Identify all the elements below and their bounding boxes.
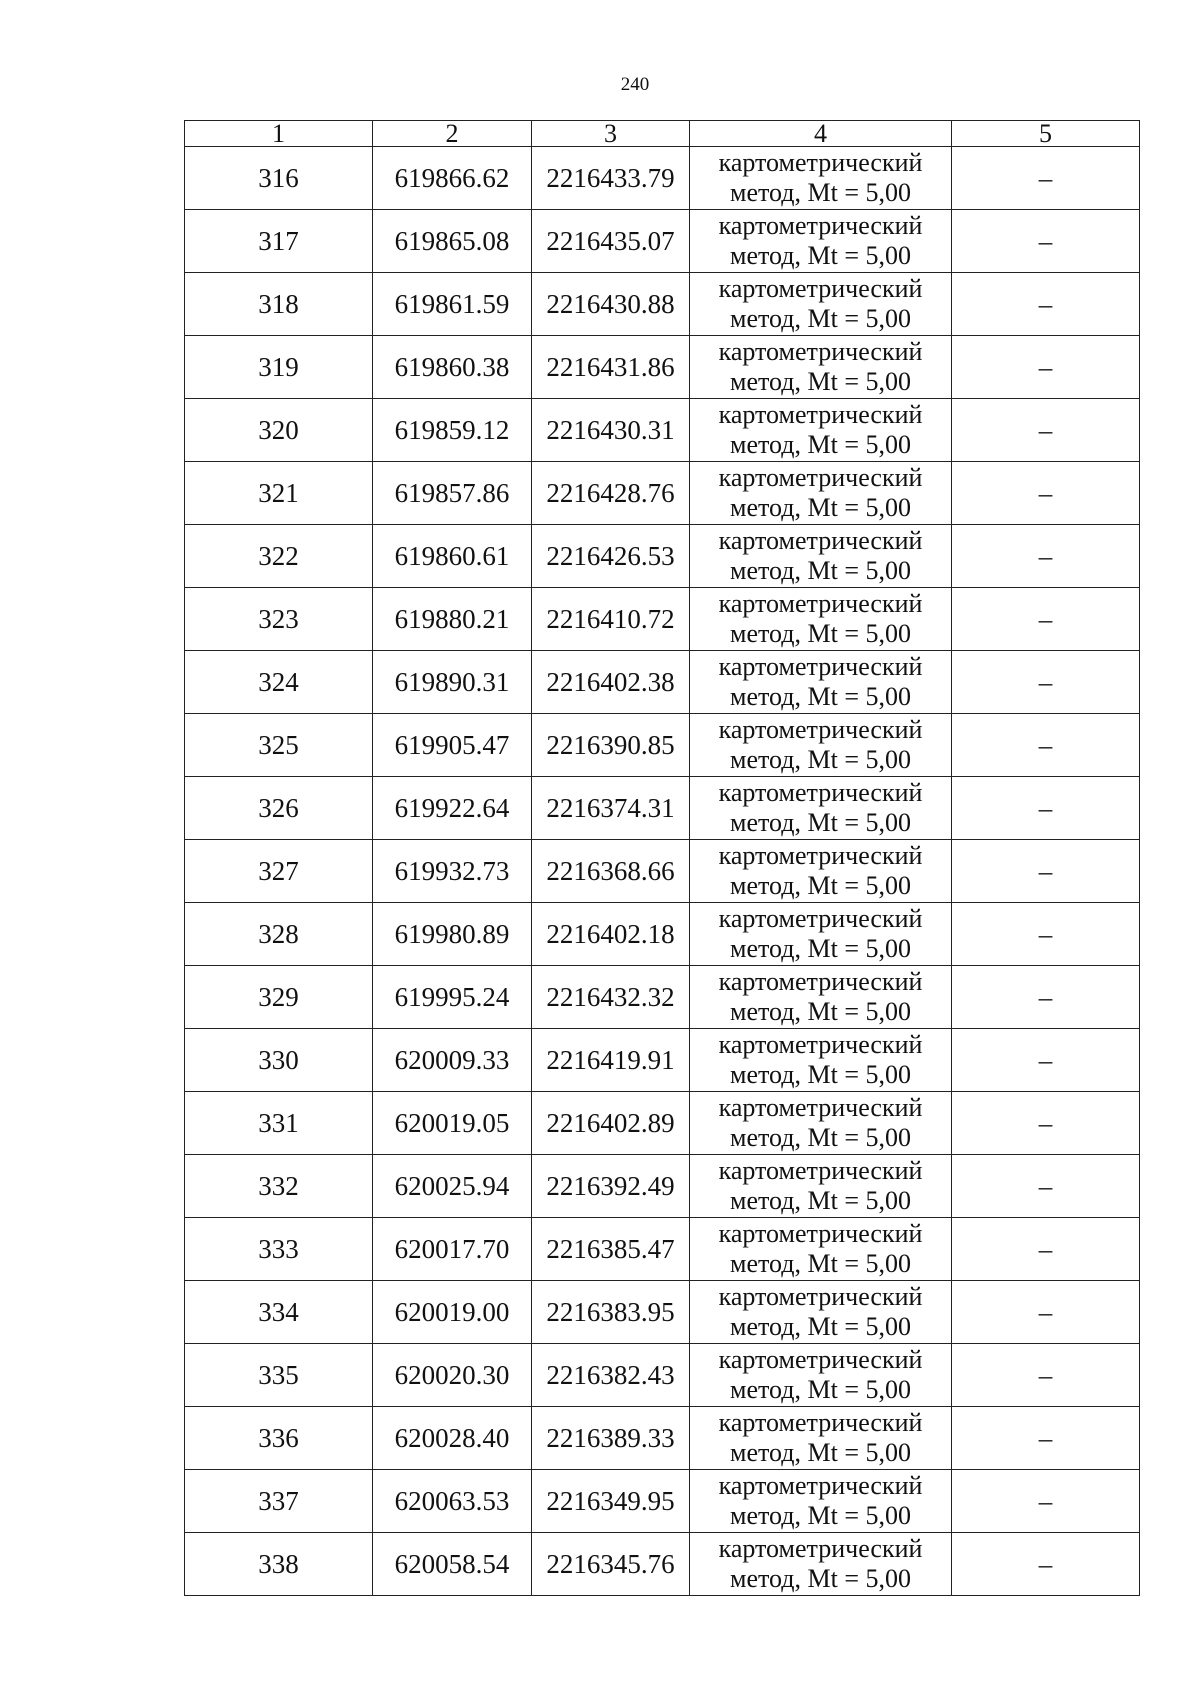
coord-y: 2216402.18 [532, 903, 690, 966]
method-cell [690, 1092, 952, 1155]
point-number: 332 [185, 1155, 373, 1218]
coord-y: 2216426.53 [532, 525, 690, 588]
note-cell: – [952, 1470, 1140, 1533]
point-number: 322 [185, 525, 373, 588]
method-line-1: картометрический [718, 778, 923, 807]
coord-x: 620028.40 [373, 1407, 532, 1470]
table-row [185, 1533, 1140, 1596]
coord-x: 620009.33 [373, 1029, 532, 1092]
method-line-2: метод, Mt = 5,00 [730, 241, 911, 270]
coord-x: 619932.73 [373, 840, 532, 903]
table-row [185, 1029, 1140, 1092]
coord-x: 619922.64 [373, 777, 532, 840]
coord-x: 620019.05 [373, 1092, 532, 1155]
coord-y: 2216432.32 [532, 966, 690, 1029]
method-cell [690, 1407, 952, 1470]
method-line-1: картометрический [718, 148, 923, 177]
point-number: 317 [185, 210, 373, 273]
method-line-1: картометрический [718, 1030, 923, 1059]
method-line-2: метод, Mt = 5,00 [730, 367, 911, 396]
point-number: 333 [185, 1218, 373, 1281]
method-cell [690, 462, 952, 525]
table-row [185, 651, 1140, 714]
coord-y: 2216382.43 [532, 1344, 690, 1407]
coord-x: 620019.00 [373, 1281, 532, 1344]
method-line-1: картометрический [718, 1093, 923, 1122]
method-line-2: метод, Mt = 5,00 [730, 871, 911, 900]
method-cell [690, 1281, 952, 1344]
method-line-1: картометрический [718, 1408, 923, 1437]
coord-x: 619860.61 [373, 525, 532, 588]
note-cell: – [952, 714, 1140, 777]
method-line-2: метод, Mt = 5,00 [730, 997, 911, 1026]
table-row [185, 462, 1140, 525]
coord-x: 619866.62 [373, 147, 532, 210]
method-cell [690, 651, 952, 714]
coord-x: 620025.94 [373, 1155, 532, 1218]
method-line-2: метод, Mt = 5,00 [730, 619, 911, 648]
table-row [185, 1155, 1140, 1218]
method-line-1: картометрический [718, 1534, 923, 1563]
coord-x: 619980.89 [373, 903, 532, 966]
coord-x: 619905.47 [373, 714, 532, 777]
table-row [185, 525, 1140, 588]
point-number: 337 [185, 1470, 373, 1533]
table-row [185, 1281, 1140, 1344]
point-number: 325 [185, 714, 373, 777]
coord-y: 2216410.72 [532, 588, 690, 651]
method-line-1: картометрический [718, 1345, 923, 1374]
method-line-2: метод, Mt = 5,00 [730, 304, 911, 333]
coord-x: 619861.59 [373, 273, 532, 336]
method-line-1: картометрический [718, 967, 923, 996]
method-line-1: картометрический [718, 274, 923, 303]
method-cell [690, 147, 952, 210]
method-line-2: метод, Mt = 5,00 [730, 1501, 911, 1530]
method-line-2: метод, Mt = 5,00 [730, 682, 911, 711]
coordinates-table [184, 120, 1140, 1596]
coord-y: 2216345.76 [532, 1533, 690, 1596]
coord-y: 2216392.49 [532, 1155, 690, 1218]
header-row [185, 121, 1140, 147]
note-cell: – [952, 777, 1140, 840]
coord-y: 2216374.31 [532, 777, 690, 840]
method-cell [690, 525, 952, 588]
table-row [185, 210, 1140, 273]
point-number: 326 [185, 777, 373, 840]
note-cell: – [952, 1155, 1140, 1218]
header-col-2: 2 [373, 121, 532, 147]
coord-x: 619865.08 [373, 210, 532, 273]
method-line-2: метод, Mt = 5,00 [730, 556, 911, 585]
note-cell: – [952, 462, 1140, 525]
table-row [185, 777, 1140, 840]
method-line-2: метод, Mt = 5,00 [730, 745, 911, 774]
point-number: 324 [185, 651, 373, 714]
coord-y: 2216435.07 [532, 210, 690, 273]
point-number: 320 [185, 399, 373, 462]
method-cell [690, 1470, 952, 1533]
note-cell: – [952, 210, 1140, 273]
method-line-1: картометрический [718, 904, 923, 933]
header-col-3: 3 [532, 121, 690, 147]
method-cell [690, 966, 952, 1029]
method-line-2: метод, Mt = 5,00 [730, 1060, 911, 1089]
point-number: 331 [185, 1092, 373, 1155]
note-cell: – [952, 336, 1140, 399]
note-cell: – [952, 525, 1140, 588]
method-line-2: метод, Mt = 5,00 [730, 430, 911, 459]
method-cell [690, 840, 952, 903]
coord-x: 619880.21 [373, 588, 532, 651]
coord-y: 2216430.88 [532, 273, 690, 336]
coord-y: 2216383.95 [532, 1281, 690, 1344]
method-cell [690, 1218, 952, 1281]
method-line-2: метод, Mt = 5,00 [730, 1186, 911, 1215]
method-cell [690, 273, 952, 336]
method-cell [690, 210, 952, 273]
method-line-1: картометрический [718, 337, 923, 366]
method-line-1: картометрический [718, 400, 923, 429]
note-cell: – [952, 1281, 1140, 1344]
method-line-1: картометрический [718, 1219, 923, 1248]
method-line-1: картометрический [718, 652, 923, 681]
header-col-5: 5 [952, 121, 1140, 147]
table-row [185, 1344, 1140, 1407]
point-number: 330 [185, 1029, 373, 1092]
coord-y: 2216349.95 [532, 1470, 690, 1533]
method-line-1: картометрический [718, 1156, 923, 1185]
table-header [185, 118, 1140, 148]
method-line-1: картометрический [718, 841, 923, 870]
method-line-1: картометрический [718, 715, 923, 744]
method-cell [690, 1155, 952, 1218]
point-number: 328 [185, 903, 373, 966]
coord-y: 2216433.79 [532, 147, 690, 210]
coord-x: 620063.53 [373, 1470, 532, 1533]
table-row [185, 1218, 1140, 1281]
note-cell: – [952, 273, 1140, 336]
method-line-1: картометрический [718, 463, 923, 492]
method-cell [690, 1344, 952, 1407]
coord-y: 2216390.85 [532, 714, 690, 777]
note-cell: – [952, 903, 1140, 966]
table-row [185, 399, 1140, 462]
coord-y: 2216419.91 [532, 1029, 690, 1092]
method-line-2: метод, Mt = 5,00 [730, 808, 911, 837]
note-cell: – [952, 1092, 1140, 1155]
method-line-1: картометрический [718, 1471, 923, 1500]
method-line-2: метод, Mt = 5,00 [730, 1312, 911, 1341]
point-number: 327 [185, 840, 373, 903]
coord-y: 2216402.38 [532, 651, 690, 714]
method-line-1: картометрический [718, 211, 923, 240]
table-row [185, 1407, 1140, 1470]
table-row [185, 147, 1140, 210]
coord-x: 620058.54 [373, 1533, 532, 1596]
coord-x: 620017.70 [373, 1218, 532, 1281]
method-line-2: метод, Mt = 5,00 [730, 1375, 911, 1404]
point-number: 338 [185, 1533, 373, 1596]
page-number: 240 [620, 74, 650, 95]
header-col-1: 1 [185, 121, 373, 147]
note-cell: – [952, 1533, 1140, 1596]
coord-x: 619859.12 [373, 399, 532, 462]
table-row [185, 273, 1140, 336]
method-line-2: метод, Mt = 5,00 [730, 493, 911, 522]
table-body [185, 147, 1140, 1596]
method-cell [690, 903, 952, 966]
table-row [185, 1470, 1140, 1533]
note-cell: – [952, 399, 1140, 462]
method-cell [690, 777, 952, 840]
table-row [185, 840, 1140, 903]
note-cell: – [952, 1407, 1140, 1470]
note-cell: – [952, 840, 1140, 903]
method-cell [690, 588, 952, 651]
method-cell [690, 399, 952, 462]
point-number: 316 [185, 147, 373, 210]
method-cell [690, 1533, 952, 1596]
method-line-2: метод, Mt = 5,00 [730, 934, 911, 963]
method-cell [690, 336, 952, 399]
note-cell: – [952, 1218, 1140, 1281]
method-line-2: метод, Mt = 5,00 [730, 1123, 911, 1152]
coord-x: 619995.24 [373, 966, 532, 1029]
point-number: 329 [185, 966, 373, 1029]
point-number: 321 [185, 462, 373, 525]
note-cell: – [952, 966, 1140, 1029]
coord-y: 2216431.86 [532, 336, 690, 399]
table-row [185, 903, 1140, 966]
point-number: 335 [185, 1344, 373, 1407]
table-row [185, 966, 1140, 1029]
method-line-2: метод, Mt = 5,00 [730, 1564, 911, 1593]
method-line-1: картометрический [718, 526, 923, 555]
note-cell: – [952, 147, 1140, 210]
coord-y: 2216385.47 [532, 1218, 690, 1281]
method-line-1: картометрический [718, 1282, 923, 1311]
note-cell: – [952, 588, 1140, 651]
point-number: 318 [185, 273, 373, 336]
coord-y: 2216402.89 [532, 1092, 690, 1155]
note-cell: – [952, 1029, 1140, 1092]
table-row [185, 588, 1140, 651]
method-cell [690, 1029, 952, 1092]
coord-x: 619890.31 [373, 651, 532, 714]
table-row [185, 336, 1140, 399]
method-line-1: картометрический [718, 589, 923, 618]
point-number: 323 [185, 588, 373, 651]
coord-y: 2216389.33 [532, 1407, 690, 1470]
point-number: 319 [185, 336, 373, 399]
note-cell: – [952, 651, 1140, 714]
coord-x: 620020.30 [373, 1344, 532, 1407]
note-cell: – [952, 1344, 1140, 1407]
coord-x: 619860.38 [373, 336, 532, 399]
method-line-2: метод, Mt = 5,00 [730, 178, 911, 207]
header-col-4: 4 [690, 121, 952, 147]
table-row [185, 1092, 1140, 1155]
method-cell [690, 714, 952, 777]
coord-y: 2216428.76 [532, 462, 690, 525]
method-line-2: метод, Mt = 5,00 [730, 1438, 911, 1467]
coord-x: 619857.86 [373, 462, 532, 525]
table-row [185, 714, 1140, 777]
point-number: 334 [185, 1281, 373, 1344]
method-line-2: метод, Mt = 5,00 [730, 1249, 911, 1278]
coord-y: 2216368.66 [532, 840, 690, 903]
point-number: 336 [185, 1407, 373, 1470]
coord-y: 2216430.31 [532, 399, 690, 462]
